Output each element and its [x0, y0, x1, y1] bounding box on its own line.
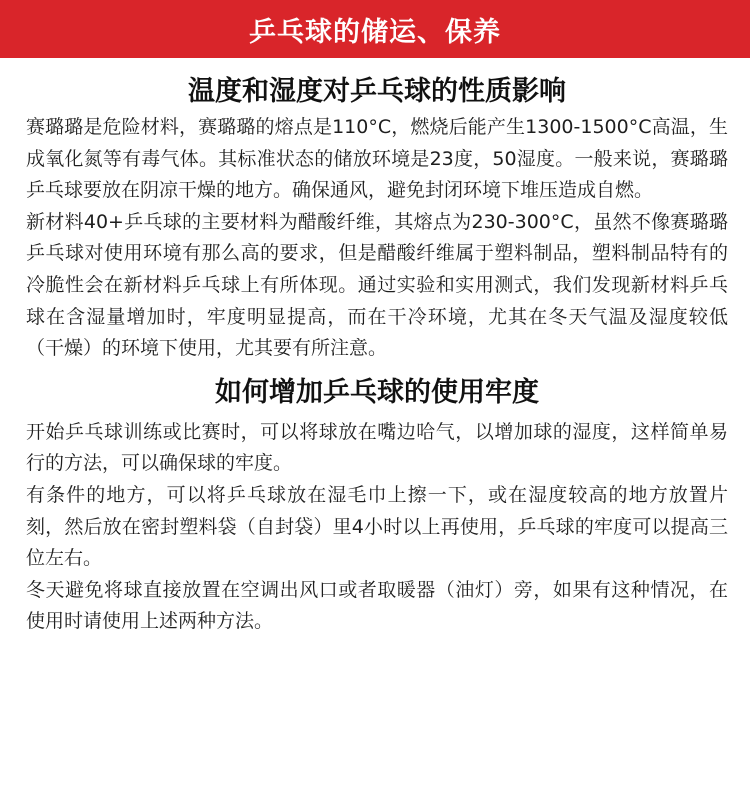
section-heading-temperature-humidity: 温度和湿度对乒乓球的性质影响 [188, 76, 566, 107]
header-banner [0, 0, 750, 58]
paragraph-winter-advice: 冬天避免将球直接放置在空调出风口或者取暖器（油灯）旁，如果有这种情况，在使用时请使用上述两种方法。 [26, 578, 728, 633]
paragraph-breathe-on-ball: 开始乒乓球训练或比赛时，可以将球放在嘴边哈气，以增加球的湿度，这样简单易行的方法，可以确保球的牢度。 [26, 420, 728, 475]
main-content [0, 74, 750, 638]
banner-title: 乒乓球的储运、保养 [249, 16, 501, 48]
section-heading-durability: 如何增加乒乓球的使用牢度 [215, 376, 539, 408]
paragraph-celluloid: 赛璐璐是危险材料，赛璐璐的熔点是110°C，燃烧后能产生1300-1500°C高温，生成氧化氮等有毒气体。其标准状态的储放环境是23度，50湿度。一般来说，赛璐璐乒乓球要放在阴凉干燥的地方。确保通风，避免封闭环境下堆压造成自燃。 [26, 116, 728, 202]
paragraph-new-material: 新材料40+乒乓球的主要材料为醋酸纤维，其熔点为230-300°C，虽然不像赛璐璐乒乓球对使用环境有那么高的要求，但是醋酸纤维属于塑料制品，塑料制品特有的冷脆性会在新材料乒乓球上有所体现。通过实验和实用测式，我们发现新材料乒乓球在含湿量增加时，牢度明显提高，而在干冷环境，尤其在冬天气温及湿度较低（干燥）的环境下使用，尤其要有所注意。 [26, 210, 728, 360]
paragraph-wet-towel: 有条件的地方，可以将乒乓球放在湿毛巾上擦一下，或在湿度较高的地方放置片刻，然后放在密封塑料袋（自封袋）里4小时以上再使用，乒乓球的牢度可以提高三位左右。 [26, 483, 728, 570]
